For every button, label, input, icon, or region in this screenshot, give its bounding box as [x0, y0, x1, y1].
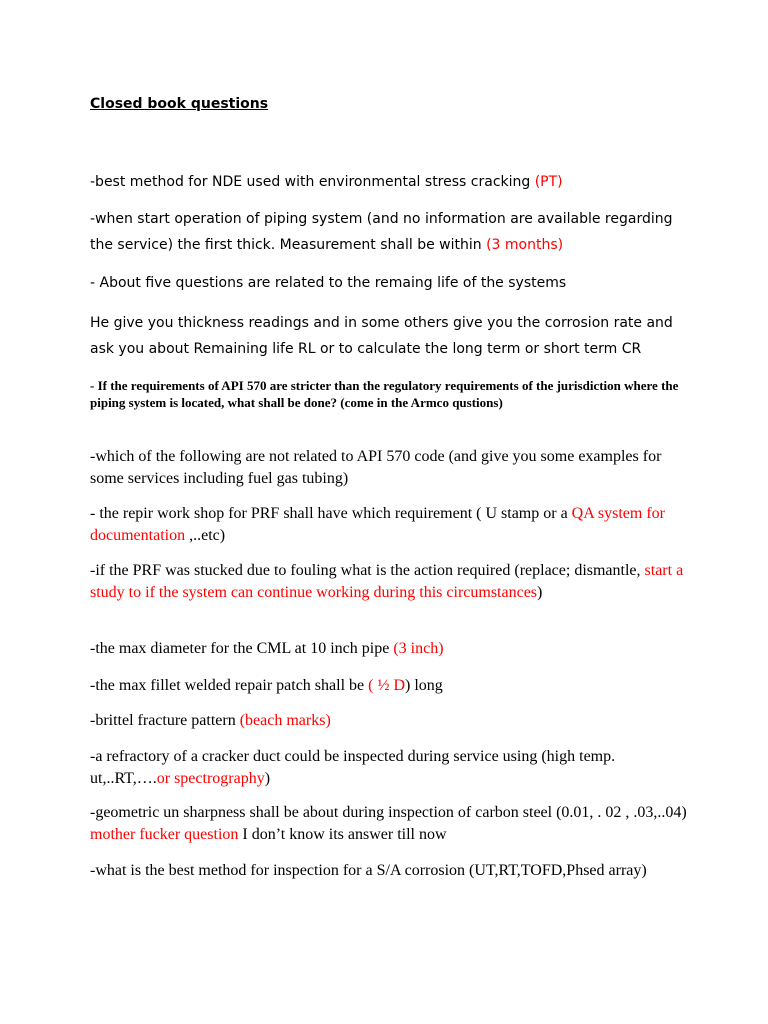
question-prf-stucked: -if the PRF was stucked due to fouling what is the action required (replace; dismantle, start a study to if the system can continue working during this circumstances) [90, 562, 684, 601]
question-api-570-code: -which of the following are not related to API 570 code (and give you some examples for some services including fuel gas tubing) [90, 448, 662, 487]
question-2: -when start operation of piping system (and no information are available regarding the service) the first thick. Measurement shall be within (3 months) [90, 211, 673, 253]
question-api-570-stricter: - If the requirements of API 570 are stricter than the regulatory requirements of the jurisdiction where the piping system is located, what shall be done? (come in the Armco qustions) [90, 378, 679, 410]
question-sa-corrosion: -what is the best method for inspection for a S/A corrosion (UT,RT,TOFD,Phsed array) [90, 862, 647, 879]
question-fillet-patch: -the max fillet welded repair patch shall be ( ½ D) long [90, 677, 443, 694]
question-refractory: -a refractory of a cracker duct could be inspected during service using (high temp. ut,..RT,….or spectrography) [90, 748, 616, 787]
page-title: Closed book questions [90, 96, 269, 112]
paragraph-remaining-life: He give you thickness readings and in some others give you the corrosion rate and ask you about Remaining life RL or to calculate the long term or short term CR [90, 315, 673, 357]
question-1: -best method for NDE used with environmental stress cracking (PT) [90, 174, 563, 190]
question-3: - About five questions are related to the remaing life of the systems [90, 275, 567, 291]
question-cml-diameter: -the max diameter for the CML at 10 inch pipe (3 inch) [90, 640, 444, 657]
question-prf-workshop: - the repir work shop for PRF shall have which requirement ( U stamp or a QA system for documentation ,..etc) [90, 505, 665, 544]
question-geometric-unsharpness: -geometric un sharpness shall be about during inspection of carbon steel (0.01, . 02 , .03,..04) mother fucker question I don’t know its answer till now [90, 804, 687, 843]
question-brittle-fracture: -brittel fracture pattern (beach marks) [90, 712, 331, 729]
